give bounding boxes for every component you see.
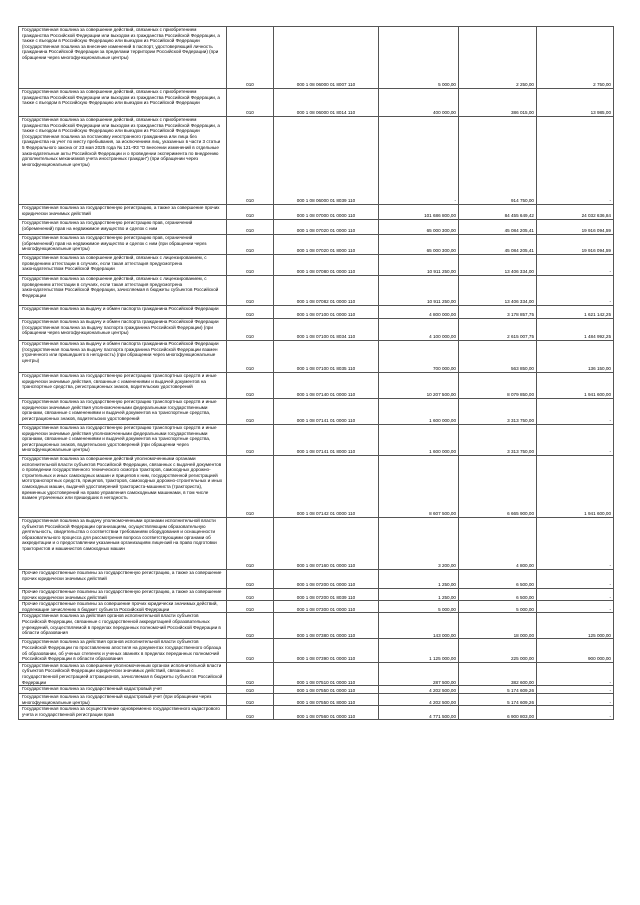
row-code: 010 — [227, 220, 274, 235]
table-row — [19, 589, 614, 601]
row-approved: 65 000 300,00 — [379, 235, 459, 255]
row-unexecuted: - — [537, 117, 614, 205]
row-code: 010 — [227, 662, 274, 685]
row-code: 010 — [227, 456, 274, 518]
row-approved: 10 911 250,00 — [379, 276, 459, 306]
row-executed: 8 079 850,00 — [459, 373, 537, 399]
row-code: 010 — [227, 706, 274, 720]
row-kbk: 000 1 08 07140 01 0000 110 — [274, 373, 379, 399]
row-unexecuted: 19 916 094,59 — [537, 235, 614, 255]
row-executed: 5 174 609,26 — [459, 694, 537, 706]
table-row — [19, 706, 614, 720]
table-row — [19, 686, 614, 694]
row-executed: 2 250,00 — [459, 27, 537, 89]
row-approved: 1 250,00 — [379, 589, 459, 601]
row-code: 010 — [227, 205, 274, 220]
row-approved: 4 202 500,00 — [379, 694, 459, 706]
row-approved: 4 202 500,00 — [379, 686, 459, 694]
table-row — [19, 205, 614, 220]
row-kbk: 000 1 08 07560 01 0000 110 — [274, 706, 379, 720]
row-kbk: 000 1 08 07020 01 8000 110 — [274, 235, 379, 255]
row-kbk: 000 1 08 07380 01 0000 110 — [274, 613, 379, 639]
row-kbk: 000 1 08 07510 01 0000 110 — [274, 662, 379, 685]
row-code: 010 — [227, 570, 274, 589]
row-kbk: 000 1 08 07142 01 0000 110 — [274, 456, 379, 518]
row-code: 010 — [227, 319, 274, 341]
row-code: 010 — [227, 686, 274, 694]
row-executed: 45 084 205,41 — [459, 220, 537, 235]
row-executed: 563 850,00 — [459, 341, 537, 373]
row-executed: 5 000,00 — [459, 601, 537, 613]
table-row — [19, 639, 614, 662]
row-code: 010 — [227, 306, 274, 319]
row-name: Государственная пошлина за совершение действий, связанных с лицензированием, с проведением аттестации в случаях, если такая аттестация предусмотрена законодательством Российской Федерации, зачисляемая в бюджеты субъектов Российской Федерации — [19, 276, 227, 306]
row-approved: - — [379, 117, 459, 205]
row-kbk: 000 1 08 07100 01 8035 110 — [274, 341, 379, 373]
row-name: Государственная пошлина за государственную регистрацию транспортных средств и иные юридически значимые действия уполномоченными федеральными государственными органами, связанные с изменениями и выдачей документов на транспортные средства, регистрационных знаков, водительских удостоверений — [19, 399, 227, 425]
revenue-table-body — [19, 27, 614, 720]
row-unexecuted: - — [537, 276, 614, 306]
row-unexecuted: 1 484 992,25 — [537, 319, 614, 341]
row-executed: 6 500,00 — [459, 589, 537, 601]
table-row — [19, 341, 614, 373]
row-executed: 5 174 609,26 — [459, 686, 537, 694]
row-executed: 3 313 750,00 — [459, 399, 537, 425]
row-unexecuted: 900 000,00 — [537, 639, 614, 662]
row-executed: 13 406 334,00 — [459, 276, 537, 306]
table-row — [19, 306, 614, 319]
table-row — [19, 456, 614, 518]
row-unexecuted: - — [537, 601, 614, 613]
row-name: Государственная пошлина за государственную регистрацию, а также за совершение прочих юридически значимых действий — [19, 205, 227, 220]
row-unexecuted: - — [537, 570, 614, 589]
row-approved: 700 000,00 — [379, 341, 459, 373]
table-row — [19, 613, 614, 639]
table-row — [19, 89, 614, 117]
row-kbk: 000 1 08 07080 01 0000 110 — [274, 255, 379, 276]
row-kbk: 000 1 08 07100 01 8034 110 — [274, 319, 379, 341]
row-approved: 4 771 500,00 — [379, 706, 459, 720]
row-unexecuted: 136 150,00 — [537, 341, 614, 373]
row-code: 010 — [227, 341, 274, 373]
table-row — [19, 518, 614, 570]
row-approved: 5 000,00 — [379, 27, 459, 89]
row-name: Государственная пошлина за действия органов исполнительной власти субъектов Российской Федерации по проставлению апостиля на документах государственного образца об образовании, об ученых степенях и ученых званиях в пределах переданных полномочий Российской Федерации в области образования — [19, 639, 227, 662]
row-code: 010 — [227, 639, 274, 662]
row-executed: 6 500,00 — [459, 570, 537, 589]
row-kbk: 000 1 08 07160 01 0000 110 — [274, 518, 379, 570]
row-kbk: 000 1 08 07200 01 8039 110 — [274, 589, 379, 601]
row-approved: 10 207 500,00 — [379, 373, 459, 399]
row-name: Государственная пошлина за государственный кадастровый учет — [19, 686, 227, 694]
row-unexecuted: 125 000,00 — [537, 613, 614, 639]
row-approved: 287 500,00 — [379, 662, 459, 685]
row-approved: 8 607 500,00 — [379, 456, 459, 518]
row-executed: 386 015,00 — [459, 89, 537, 117]
row-unexecuted: - — [537, 589, 614, 601]
table-row — [19, 319, 614, 341]
row-kbk: 000 1 08 07550 01 0000 110 — [274, 686, 379, 694]
row-kbk: 000 1 08 07000 01 0000 110 — [274, 205, 379, 220]
row-name: Государственная пошлина за совершение уполномоченным органом исполнительной власти субъектов Российской Федерации юридически значимых действий, связанных с государственной регистрацией аттракционов, зачисляемая в бюджеты субъектов Российской Федерации — [19, 662, 227, 685]
row-kbk: 000 1 08 07550 01 8000 110 — [274, 694, 379, 706]
table-row — [19, 570, 614, 589]
row-kbk: 000 1 08 07200 01 0000 110 — [274, 570, 379, 589]
row-approved: 10 911 250,00 — [379, 255, 459, 276]
row-executed: 225 000,00 — [459, 639, 537, 662]
row-name: Государственная пошлина за государственную регистрацию прав, ограничений (обременений) прав на недвижимое имущество и сделок с ним (при обращении через многофункциональные центры) — [19, 235, 227, 255]
row-unexecuted: - — [537, 694, 614, 706]
row-name: Государственная пошлина за совершение действий, связанных с приобретением гражданства Российской Федерации или выходом из гражданства Российской Федерации, а также с въездом в Российскую Федерацию или выездом из Российской Федерации (государственная пошлина за постановку иностранного гражданина или лица без гражданства на учет по месту пребывания, за исключением лиц, указанных в части 3 статьи 5 Федерального закона от 23 мая 2025 года № 121-ФЗ "О внесении изменений в отдельные законодательные акты Российской Федерации и о проведении эксперимента по внедрению дополнительных механизмов учета иностранных граждан") (при обращении через многофункциональные центры) — [19, 117, 227, 205]
row-approved: 1 125 000,00 — [379, 639, 459, 662]
report-page — [18, 26, 613, 720]
table-row — [19, 117, 614, 205]
row-unexecuted: 13 985,00 — [537, 89, 614, 117]
row-executed: 18 000,00 — [459, 613, 537, 639]
row-executed: 914 750,00 — [459, 117, 537, 205]
row-kbk: 000 1 08 06000 01 8007 110 — [274, 27, 379, 89]
table-row — [19, 399, 614, 425]
row-approved: 4 800 000,00 — [379, 306, 459, 319]
row-unexecuted: 19 916 094,59 — [537, 220, 614, 235]
row-unexecuted: - — [537, 662, 614, 685]
row-code: 010 — [227, 399, 274, 425]
row-executed: 84 455 649,42 — [459, 205, 537, 220]
row-name: Государственная пошлина за совершение действий, связанных с приобретением гражданства Российской Федерации или выходом из гражданства Российской Федерации, а также с въездом в Российскую Федерацию или выездом из Российской Федерации (государственная пошлина за внесение изменений в паспорт, удостоверяющий личность гражданина Российской Федерации за пределами территории Российской Федерации) (при обращении через многофункциональные центры) — [19, 27, 227, 89]
row-kbk: 000 1 08 07020 01 0000 110 — [274, 220, 379, 235]
row-name: Государственная пошлина за выдачу уполномоченными органами исполнительной власти субъектов Российской Федерации организациям, осуществляющим образовательную деятельность, свидетельства о соответствии требованиям оборудования и оснащенности образовательного процесса для рассмотрения вопроса соответствующими органами об аккредитации и о предоставлении указанным организациям лицензий на право подготовки трактористов и машинистов самоходных машин — [19, 518, 227, 570]
row-unexecuted: 24 032 636,84 — [537, 205, 614, 220]
row-unexecuted: - — [537, 425, 614, 456]
row-approved: 65 000 300,00 — [379, 220, 459, 235]
table-row — [19, 255, 614, 276]
table-row — [19, 601, 614, 613]
row-executed: 3 178 857,75 — [459, 306, 537, 319]
row-code: 010 — [227, 373, 274, 399]
row-unexecuted: 1 941 600,00 — [537, 373, 614, 399]
row-code: 010 — [227, 694, 274, 706]
row-unexecuted: - — [537, 518, 614, 570]
row-executed: 6 900 803,00 — [459, 706, 537, 720]
row-executed: 382 600,00 — [459, 662, 537, 685]
row-approved: 143 000,00 — [379, 613, 459, 639]
row-executed: 3 313 750,00 — [459, 425, 537, 456]
row-name: Государственная пошлина за совершение действий, связанных с приобретением гражданства Российской Федерации или выходом из гражданства Российской Федерации, а также с въездом в Российскую Федерацию или выездом из Российской Федерации — [19, 89, 227, 117]
row-name: Государственная пошлина за выдачу и обмен паспорта гражданина Российской Федерации — [19, 306, 227, 319]
row-code: 010 — [227, 518, 274, 570]
row-code: 010 — [227, 89, 274, 117]
row-code: 010 — [227, 235, 274, 255]
table-row — [19, 276, 614, 306]
row-kbk: 000 1 08 07300 01 0000 110 — [274, 601, 379, 613]
row-unexecuted: 2 750,00 — [537, 27, 614, 89]
row-approved: 101 686 800,00 — [379, 205, 459, 220]
row-kbk: 000 1 08 07100 01 0000 110 — [274, 306, 379, 319]
row-name: Государственная пошлина за государственную регистрацию прав, ограничений (обременений) прав на недвижимое имущество и сделок с ним — [19, 220, 227, 235]
row-executed: 2 615 007,75 — [459, 319, 537, 341]
row-code: 010 — [227, 27, 274, 89]
row-name: Государственная пошлина за осуществление одновременно государственного кадастрового учета и государственной регистрации прав — [19, 706, 227, 720]
row-unexecuted: - — [537, 686, 614, 694]
row-approved: 3 200,00 — [379, 518, 459, 570]
row-approved: 1 600 000,00 — [379, 399, 459, 425]
row-name: Прочие государственные пошлины за совершение прочих юридически значимых действий, подлежащие зачислению в бюджет субъекта Российской Федерации — [19, 601, 227, 613]
table-row — [19, 220, 614, 235]
row-approved: 1 250,00 — [379, 570, 459, 589]
row-executed: 45 084 205,41 — [459, 235, 537, 255]
row-code: 010 — [227, 425, 274, 456]
row-name: Государственная пошлина за совершение действий, связанных с лицензированием, с проведением аттестации в случаях, если такая аттестация предусмотрена законодательством Российской Федерации — [19, 255, 227, 276]
table-row — [19, 373, 614, 399]
row-kbk: 000 1 08 07390 01 0000 110 — [274, 639, 379, 662]
row-name: Государственная пошлина за государственную регистрацию транспортных средств и иные юридически значимые действия, связанные с изменениями и выдачей документов на транспортные средства, регистрационных знаков, водительских удостоверений — [19, 373, 227, 399]
row-name: Прочие государственные пошлины за государственную регистрацию, а также за совершение прочих юридически значимых действий — [19, 589, 227, 601]
revenue-table — [18, 26, 614, 720]
row-code: 010 — [227, 613, 274, 639]
row-approved: 4 100 000,00 — [379, 319, 459, 341]
row-name: Государственная пошлина за государственную регистрацию транспортных средств и иные юридически значимые действия уполномоченными федеральными государственными органами, связанные с изменениями и выдачей документов на транспортные средства, регистрационных знаков, водительских удостоверений (при обращении через многофункциональные центры) — [19, 425, 227, 456]
row-kbk: 000 1 08 07141 01 8000 110 — [274, 425, 379, 456]
row-unexecuted: - — [537, 399, 614, 425]
row-kbk: 000 1 08 06000 01 8039 110 — [274, 117, 379, 205]
row-kbk: 000 1 08 06000 01 8014 110 — [274, 89, 379, 117]
table-row — [19, 425, 614, 456]
row-unexecuted: - — [537, 706, 614, 720]
row-code: 010 — [227, 589, 274, 601]
row-name: Государственная пошлина за выдачу и обмен паспорта гражданина Российской Федерации (государственная пошлина за выдачу паспорта гражданина Российской Федерации) (при обращении через многофункциональные центры) — [19, 319, 227, 341]
row-unexecuted: 1 941 600,00 — [537, 456, 614, 518]
row-approved: 5 000,00 — [379, 601, 459, 613]
row-name: Государственная пошлина за действия органов исполнительной власти субъектов Российской Федерации, связанные с государственной аккредитацией образовательных учреждений, осуществляемой в пределах переданных полномочий Российской Федерации в области образования — [19, 613, 227, 639]
row-executed: 6 665 900,00 — [459, 456, 537, 518]
row-executed: 4 800,00 — [459, 518, 537, 570]
row-executed: 13 406 334,00 — [459, 255, 537, 276]
table-row — [19, 694, 614, 706]
row-kbk: 000 1 08 07082 01 0000 110 — [274, 276, 379, 306]
row-name: Государственная пошлина за государственный кадастровый учет (при обращении через многофункциональные центры) — [19, 694, 227, 706]
table-row — [19, 27, 614, 89]
row-kbk: 000 1 08 07141 01 0000 110 — [274, 399, 379, 425]
row-name: Прочие государственные пошлины за государственную регистрацию, а также за совершение прочих юридически значимых действий — [19, 570, 227, 589]
table-row — [19, 662, 614, 685]
row-approved: 400 000,00 — [379, 89, 459, 117]
row-code: 010 — [227, 117, 274, 205]
row-code: 010 — [227, 276, 274, 306]
row-name: Государственная пошлина за совершение действий уполномоченными органами исполнительной власти субъектов Российской Федерации, связанных с выдачей документов о проведении государственного технического осмотра тракторов, самоходных дорожно-строительных и иных самоходных машин и прицепов к ним, государственной регистрацией мототранспортных средств, прицепов, тракторов, самоходных дорожно-строительных и иных самоходных машин, выдачей удостоверений тракториста-машиниста (тракториста), временных удостоверений на право управления самоходными машинами, в том числе взамен утраченных или пришедших в негодность — [19, 456, 227, 518]
row-approved: 1 600 000,00 — [379, 425, 459, 456]
table-row — [19, 235, 614, 255]
row-code: 010 — [227, 255, 274, 276]
row-unexecuted: 1 621 142,25 — [537, 306, 614, 319]
row-code: 010 — [227, 601, 274, 613]
row-unexecuted: - — [537, 255, 614, 276]
row-name: Государственная пошлина за выдачу и обмен паспорта гражданина Российской Федерации (государственная пошлина за выдачу паспорта гражданина Российской Федерации взамен утраченного или пришедшего в негодность) (при обращении через многофункциональные центры) — [19, 341, 227, 373]
